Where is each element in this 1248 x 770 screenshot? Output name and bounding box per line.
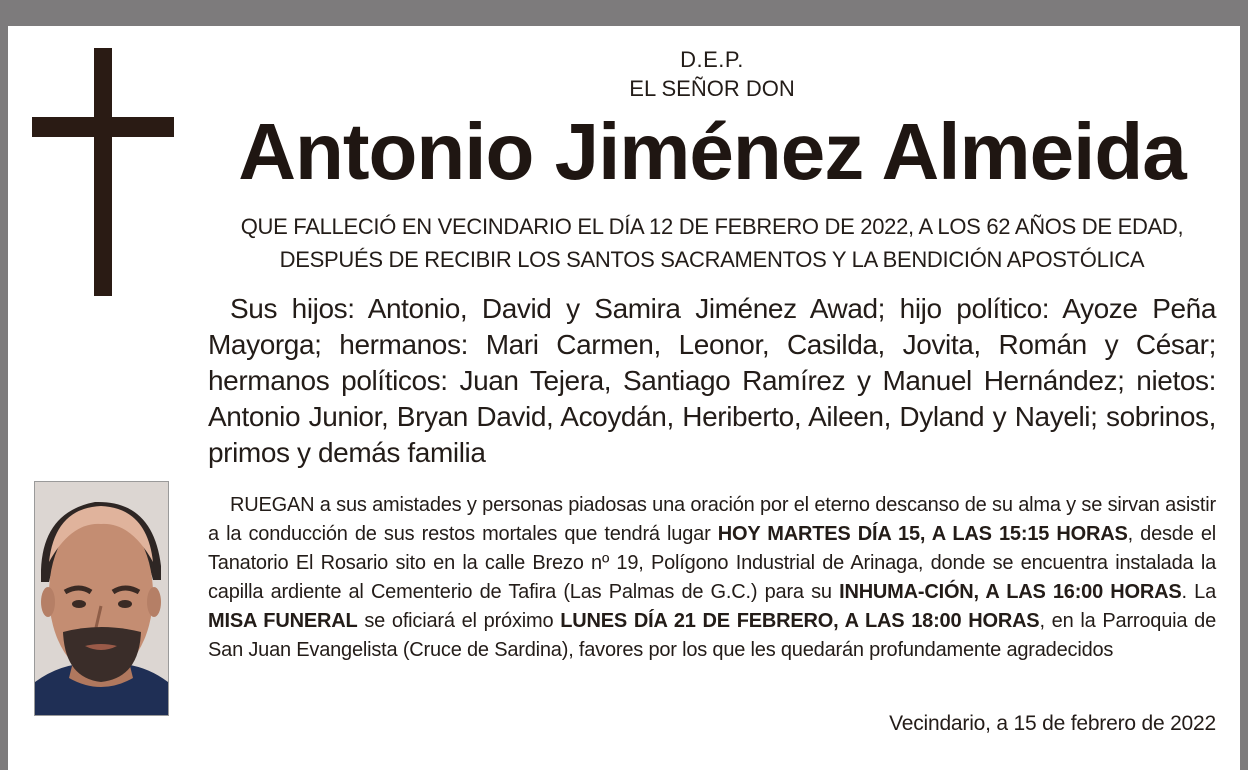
ruegan-bold-1: HOY MARTES DÍA 15, A LAS 15:15 HORAS [717, 523, 1128, 545]
ruegan-bold-2: INHUMA-CIÓN, A LAS 16:00 HORAS [839, 581, 1182, 603]
ruegan-text-4: se oficiará el próximo [357, 610, 561, 632]
obituary-card [8, 26, 1240, 770]
ruegan-paragraph [208, 491, 1216, 665]
portrait-photo [34, 481, 169, 716]
title-label: EL SEÑOR DON [629, 76, 795, 101]
ruegan-text-2: , desde el Tanatorio El Rosario sito en la calle Brezo nº 19, Polígono Industrial de Arinaga, donde se encuentra instalada la capilla ardiente al Cementerio de Tafira (Las Palmas de G.C.) para su [208, 523, 1217, 603]
ruegan-bold-3: MISA FUNERAL [208, 610, 358, 632]
ruegan-text-1: RUEGAN a sus amistades y personas piadosas una oración por el eterno descanso de su alma y se sirvan asistir a la conducción de sus restos mortales que tendrá lugar [208, 494, 1216, 545]
death-notice [208, 210, 1216, 276]
ruegan-text-3: . La [1181, 581, 1216, 603]
cross-icon [32, 48, 174, 296]
family-paragraph: Sus hijos: Antonio, David y Samira Jiménez Awad; hijo político: Ayoze Peña Mayorga; hermanos: Mari Carmen, Leonor, Casilda, Jovita, Román y César; hermanos políticos: Juan Tejera, Santiago Ramírez y Manuel Hernández; nietos: Antonio Junior, Bryan David, Acoydán, Heriberto, Aileen, Dyland y Nayeli; sobrinos, primos y demás familia [208, 293, 1216, 468]
place-date: Vecindario, a 15 de febrero de 2022 [889, 712, 1216, 735]
dep-label: D.E.P. [680, 47, 744, 72]
death-notice-line-2: DESPUÉS DE RECIBIR LOS SANTOS SACRAMENTOS Y LA BENDICIÓN APOSTÓLICA [279, 247, 1145, 272]
death-notice-line-1: QUE FALLECIÓ EN VECINDARIO EL DÍA 12 DE FEBRERO DE 2022, A LOS 62 AÑOS DE EDAD, [240, 214, 1184, 239]
ruegan-bold-4: LUNES DÍA 21 DE FEBRERO, A LAS 18:00 HORAS [560, 610, 1040, 632]
deceased-name: Antonio Jiménez Almeida [238, 107, 1186, 196]
ruegan-text-5: , en la Parroquia de San Juan Evangelista (Cruce de Sardina), favores por los que les quedarán profundamente agradecidos [208, 610, 1216, 661]
